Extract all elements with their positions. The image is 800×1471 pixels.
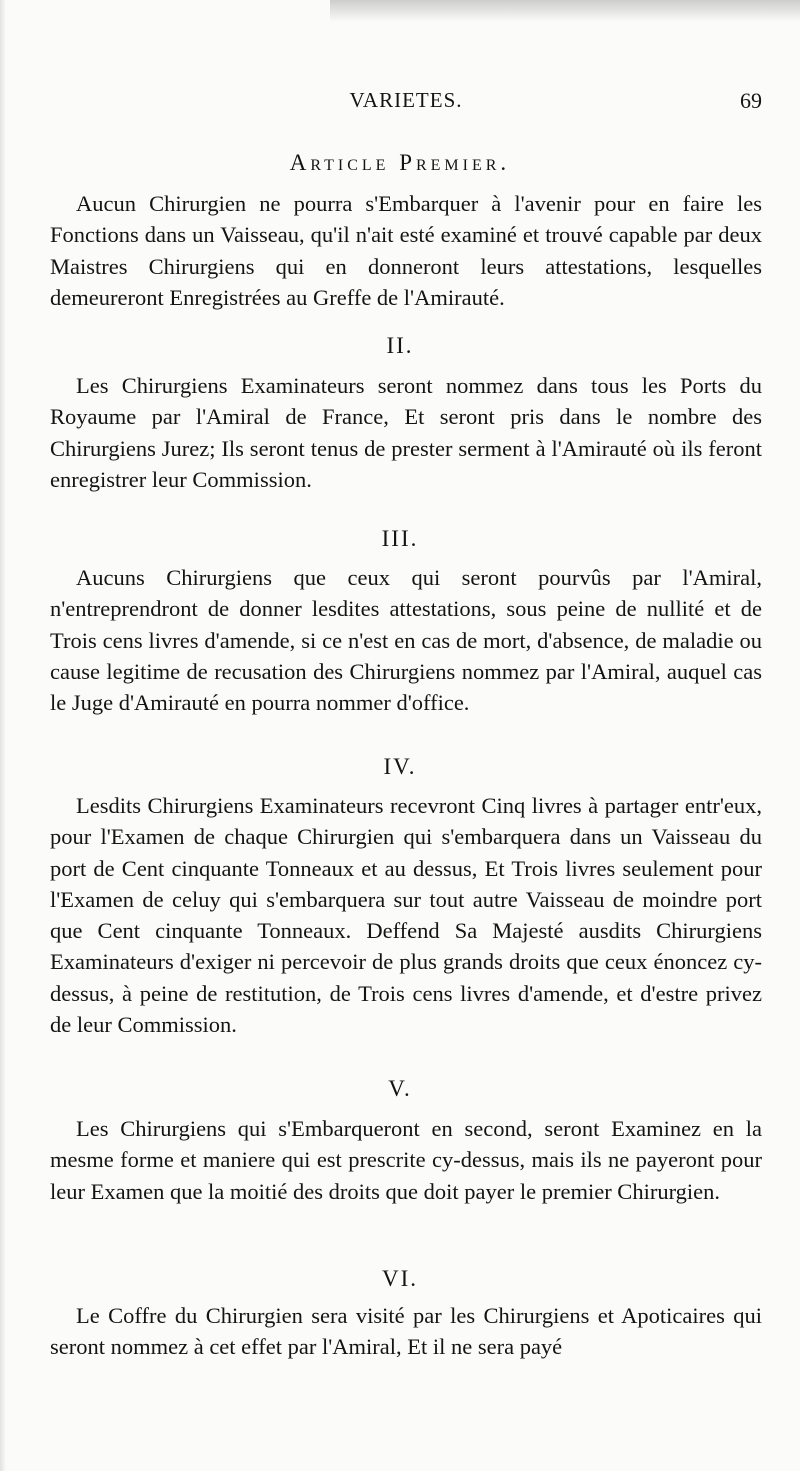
article-3-number: III. bbox=[381, 526, 419, 551]
article-5-text: Les Chirurgiens qui s'Embarqueront en second, seront Examinez en la mesme forme et maniere qui est prescrite cy-dessus, mais ils ne payeront pour leur Examen que la moitié des droits que doit payer le premier Chirurgien. bbox=[50, 1116, 762, 1204]
running-title: VARIETES. bbox=[349, 88, 463, 112]
article-heading: Article Premier. bbox=[289, 150, 511, 175]
article-2-number: II. bbox=[386, 333, 414, 358]
article-6-number: VI. bbox=[381, 1266, 419, 1291]
page-edge bbox=[0, 0, 6, 1471]
page-header bbox=[50, 88, 762, 122]
scan-shadow bbox=[330, 0, 800, 22]
article-4-text: Lesdits Chirurgiens Examinateurs recevront Cinq livres à partager entr'eux, pour l'Examen de chaque Chirurgien qui s'embarquera dans un Vaisseau du port de Cent cinquante Tonneaux et au dessus, Et Trois livres seulement pour l'Examen de celuy qui s'embarquera sur tout autre Vaisseau de moindre port que Cent cinquante Tonneaux. Deffend Sa Majesté ausdits Chirurgiens Examinateurs d'exiger ni percevoir de plus grands droits que ceux énoncez cy-dessus, à peine de restitution, de Trois cens livres d'amende, et d'estre privez de leur Commission. bbox=[50, 793, 762, 1038]
article-6-text: Le Coffre du Chirurgien sera visité par les Chirurgiens et Apoticaires qui seront nommez à cet effet par l'Amiral, Et il ne sera payé bbox=[50, 1303, 762, 1360]
article-1-text: Aucun Chirurgien ne pourra s'Embarquer à l'avenir pour en faire les Fonctions dans un Vaisseau, qu'il n'ait esté examiné et trouvé capable par deux Maistres Chirurgiens qui en donneront leurs attestations, lesquelles demeureront Enregistrées au Greffe de l'Amirauté. bbox=[50, 191, 762, 310]
article-3-text: Aucuns Chirurgiens que ceux qui seront pourvûs par l'Amiral, n'entreprendront de donner lesdites attestations, sous peine de nullité et de Trois cens livres d'amende, si ce n'est en cas de mort, d'absence, de maladie ou cause legitime de recusation des Chirurgiens nommez par l'Amiral, auquel cas le Juge d'Amirauté en pourra nommer d'office. bbox=[50, 565, 762, 716]
page-number: 69 bbox=[740, 88, 762, 113]
article-2-text: Les Chirurgiens Examinateurs seront nommez dans tous les Ports du Royaume par l'Amiral de France, Et seront pris dans le nombre des Chirurgiens Jurez; Ils seront tenus de prester serment à l'Amirauté où ils feront enregistrer leur Commission. bbox=[50, 373, 762, 492]
article-4-number: IV. bbox=[383, 754, 417, 779]
article-5-number: V. bbox=[388, 1076, 412, 1101]
